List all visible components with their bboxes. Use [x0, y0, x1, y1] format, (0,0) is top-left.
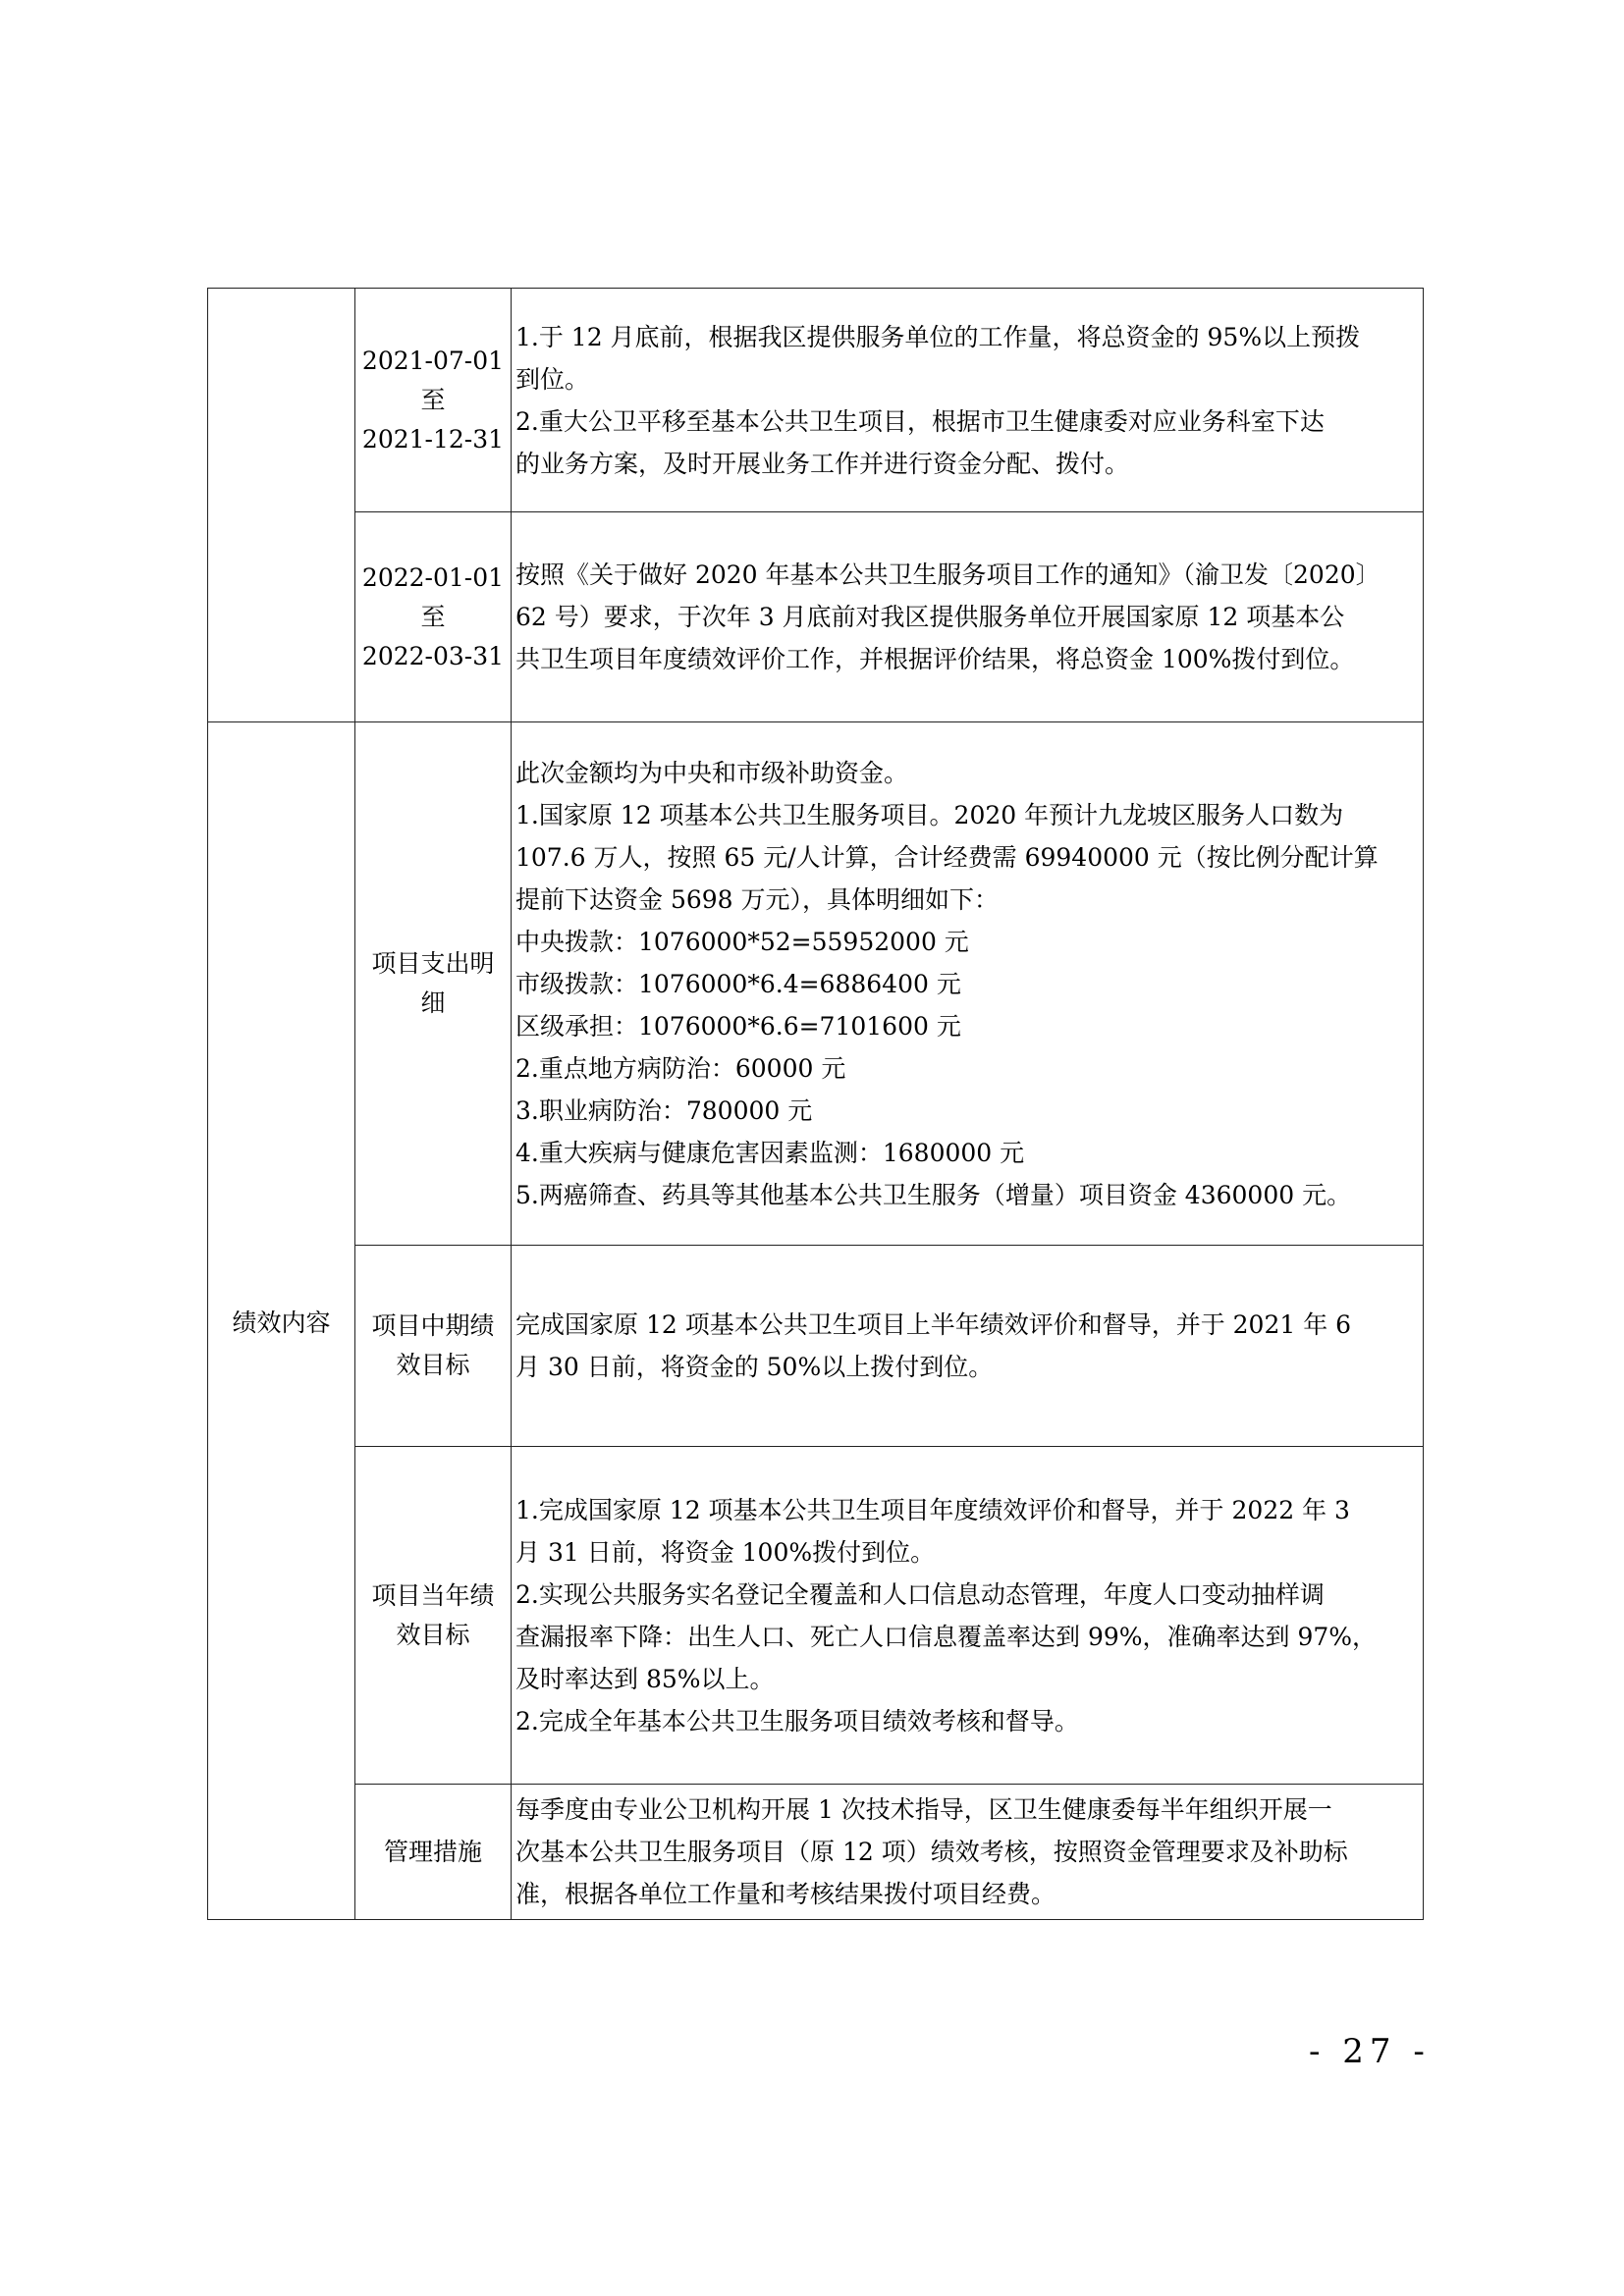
period-1-cell	[355, 289, 512, 512]
table-row-annual	[208, 1447, 1424, 1785]
period-2-cell	[355, 512, 512, 722]
category-cell	[208, 722, 355, 1920]
management-content	[512, 1785, 1424, 1920]
period-1-line: 2.重大公卫平移至基本公共卫生项目，根据市卫生健康委对应业务科室下达	[515, 406, 1325, 436]
period-1-line: 1.于 12 月底前，根据我区提供服务单位的工作量，将总资金的 95%以上预拨	[515, 322, 1361, 351]
expense-line: 提前下达资金 5698 万元），具体明细如下：	[515, 884, 1000, 914]
management-label: 管理措施	[383, 1837, 482, 1866]
blank-category-cell	[208, 512, 355, 722]
expense-line: 107.6 万人，按照 65 元/人计算，合计经费需 69940000 元（按比例分配计算	[515, 842, 1379, 872]
period-2-content	[512, 512, 1424, 722]
page-number: - 27 -	[1309, 2032, 1431, 2071]
midterm-label: 效目标	[396, 1351, 470, 1379]
period-1-content	[512, 289, 1424, 512]
annual-label-cell	[355, 1447, 512, 1785]
annual-line: 及时率达到 85%以上。	[515, 1664, 775, 1693]
expense-label-cell	[355, 722, 512, 1246]
annual-line: 2.实现公共服务实名登记全覆盖和人口信息动态管理，年度人口变动抽样调	[515, 1579, 1325, 1609]
midterm-label-cell	[355, 1246, 512, 1447]
management-label-cell	[355, 1785, 512, 1920]
period-1-line: 的业务方案，及时开展业务工作并进行资金分配、拨付。	[515, 449, 1130, 478]
annual-line: 月 31 日前，将资金 100%拨付到位。	[515, 1537, 936, 1567]
midterm-line: 月 30 日前，将资金的 50%以上拨付到位。	[515, 1353, 994, 1381]
period-2-line: 按照《关于做好 2020 年基本公共卫生服务项目工作的通知》（渝卫发〔2020〕	[515, 561, 1380, 589]
expense-label: 细	[420, 988, 446, 1017]
annual-line: 查漏报率下降：出生人口、死亡人口信息覆盖率达到 99%，准确率达到 97%，	[515, 1622, 1378, 1651]
management-line: 准，根据各单位工作量和考核结果拨付项目经费。	[515, 1880, 1056, 1908]
category-label: 绩效内容	[232, 1308, 331, 1337]
expense-line: 区级承担：1076000*6.6=7101600 元	[515, 1011, 961, 1041]
expense-line: 5.两癌筛查、药具等其他基本公共卫生服务（增量）项目资金 4360000 元。	[515, 1180, 1352, 1209]
period-2-end: 2022-03-31	[361, 641, 505, 670]
table-row-expense	[208, 722, 1424, 1246]
performance-table	[207, 288, 1424, 1920]
expense-line: 3.职业病防治：780000 元	[515, 1095, 813, 1125]
period-2-start: 2022-01-01	[361, 562, 505, 592]
table-row-management	[208, 1785, 1424, 1920]
period-1-line: 到位。	[515, 364, 590, 394]
table-row-period-1	[208, 289, 1424, 512]
expense-line: 市级拨款：1076000*6.4=6886400 元	[515, 969, 961, 998]
table-row-midterm	[208, 1246, 1424, 1447]
period-2-line: 共卫生项目年度绩效评价工作，并根据评价结果，将总资金 100%拨付到位。	[515, 645, 1355, 673]
midterm-line: 完成国家原 12 项基本公共卫生项目上半年绩效评价和督导，并于 2021 年 6	[515, 1310, 1352, 1339]
expense-line: 此次金额均为中央和市级补助资金。	[515, 758, 909, 787]
midterm-label: 项目中期绩	[371, 1311, 495, 1340]
table-row-period-2	[208, 512, 1424, 722]
blank-category-cell	[208, 289, 355, 512]
expense-line: 中央拨款：1076000*52=55952000 元	[515, 927, 969, 956]
expense-line: 1.国家原 12 项基本公共卫生服务项目。2020 年预计九龙坡区服务人口数为	[515, 800, 1344, 829]
expense-content	[512, 722, 1424, 1246]
period-1-end: 2021-12-31	[361, 424, 505, 454]
expense-line: 2.重点地方病防治：60000 元	[515, 1053, 846, 1083]
period-1-start: 2021-07-01	[361, 346, 505, 375]
annual-line: 2.完成全年基本公共卫生服务项目绩效考核和督导。	[515, 1706, 1079, 1735]
period-2-line: 62 号）要求，于次年 3 月底前对我区提供服务单位开展国家原 12 项基本公	[515, 603, 1345, 631]
annual-line: 1.完成国家原 12 项基本公共卫生项目年度绩效评价和督导，并于 2022 年 3	[515, 1495, 1350, 1524]
management-line: 次基本公共卫生服务项目（原 12 项）绩效考核，按照资金管理要求及补助标	[515, 1838, 1348, 1866]
expense-line: 4.重大疾病与健康危害因素监测：1680000 元	[515, 1138, 1025, 1167]
period-2-to: 至	[420, 602, 446, 631]
management-line: 每季度由专业公卫机构开展 1 次技术指导，区卫生健康委每半年组织开展一	[515, 1795, 1332, 1824]
annual-label: 项目当年绩	[371, 1580, 495, 1610]
midterm-content	[512, 1246, 1424, 1447]
period-1-to: 至	[420, 385, 446, 414]
expense-label: 项目支出明	[371, 949, 495, 978]
annual-content	[512, 1447, 1424, 1785]
annual-label: 效目标	[396, 1620, 470, 1649]
